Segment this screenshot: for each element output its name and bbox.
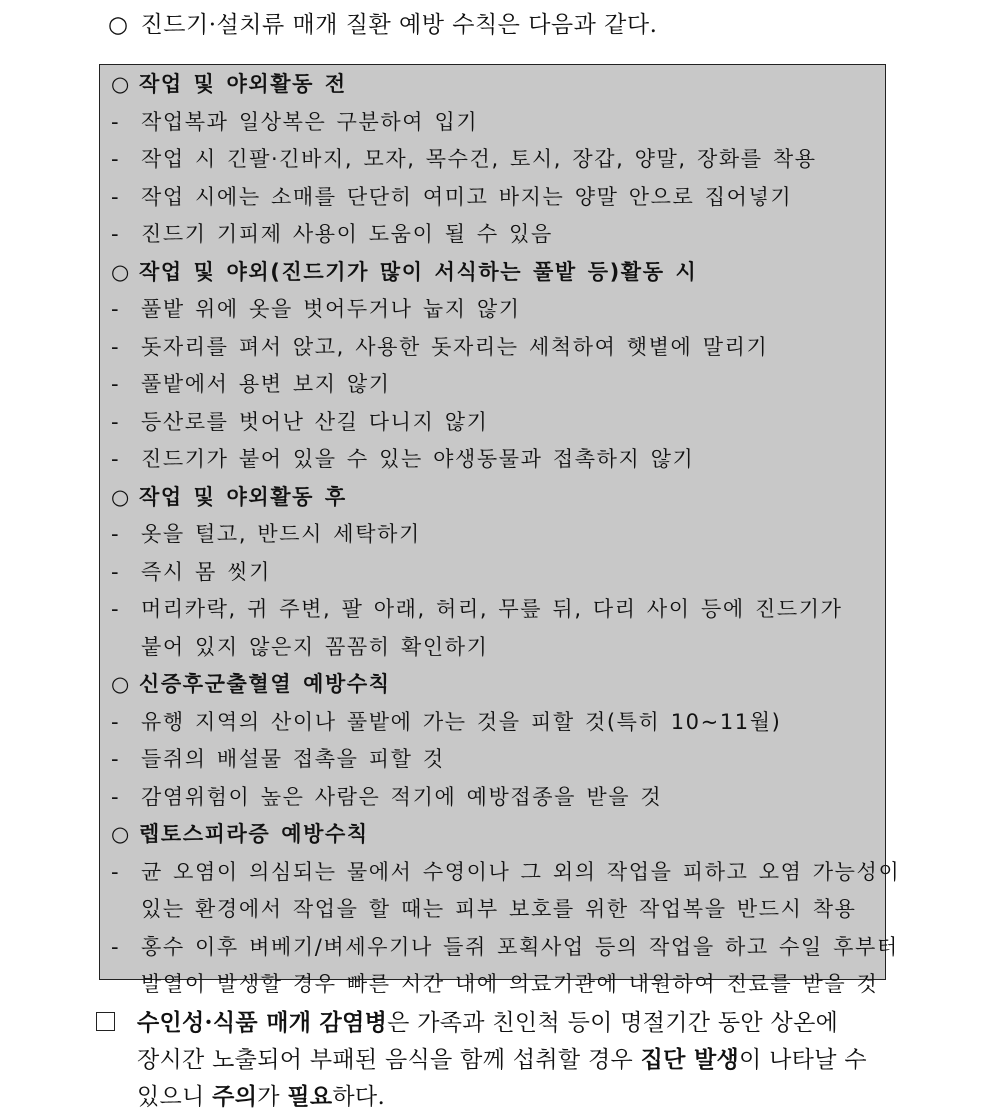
section-header: [111, 71, 347, 97]
notice-text-3b: 가: [257, 1084, 288, 1110]
line-text: 있는 환경에서 작업을 할 때는 피부 보호를 위한 작업복을 반드시 착용: [141, 897, 857, 921]
list-item: [111, 859, 900, 885]
line-text: 작업 및 야외활동 전: [139, 72, 347, 96]
line-text: 풀밭 위에 옷을 벗어두거나 눕지 않기: [141, 297, 521, 321]
notice-line-1: [96, 1004, 867, 1041]
dash-marker: -: [111, 184, 121, 209]
circle-marker: ○: [111, 72, 131, 96]
list-item-continuation: [141, 896, 857, 922]
dash-marker: -: [111, 709, 121, 734]
line-text: 들쥐의 배설물 접촉을 피할 것: [141, 747, 445, 771]
line-text: 붙어 있지 않은지 꼼꼼히 확인하기: [141, 634, 489, 659]
line-text: 풀밭에서 용변 보지 않기: [141, 372, 391, 396]
list-item: [111, 146, 817, 172]
notice-bold-disease: 수인성·식품 매개 감염병: [137, 1009, 388, 1036]
dash-marker: -: [111, 859, 121, 884]
notice-text-3a: 있으니: [137, 1084, 213, 1110]
notice-line-3: [96, 1078, 867, 1115]
line-text: 유행 지역의 산이나 풀밭에 가는 것을 피할 것(특히 10~11월): [141, 709, 782, 734]
dash-marker: -: [111, 409, 121, 434]
line-text: 작업복과 일상복은 구분하여 입기: [141, 109, 479, 134]
dash-marker: -: [111, 522, 121, 546]
line-text: 균 오염이 의심되는 물에서 수영이나 그 외의 작업을 피하고 오염 가능성이: [141, 859, 901, 884]
list-item: [111, 221, 553, 247]
list-item: [111, 596, 843, 622]
notice-bold-outbreak: 집단 발생: [640, 1046, 740, 1073]
list-item: [111, 559, 271, 585]
dash-marker: -: [111, 597, 121, 621]
dash-marker: -: [111, 784, 121, 809]
list-item: [111, 334, 768, 360]
list-item: [111, 184, 792, 210]
line-text: 감염위험이 높은 사람은 적기에 예방접종을 받을 것: [141, 784, 663, 809]
dash-marker: -: [111, 109, 121, 134]
food-borne-notice: [96, 1004, 867, 1115]
line-text: 발열이 발생할 경우 빠른 시간 내에 의료기관에 내원하여 진료를 받을 것: [141, 972, 879, 996]
line-text: 렙토스피라증 예방수칙: [139, 822, 369, 846]
prevention-rules-box: [99, 64, 901, 996]
dash-marker: -: [111, 372, 121, 396]
checkbox-marker-icon: [96, 1012, 115, 1031]
notice-bold-needed: 필요: [287, 1083, 333, 1110]
notice-text-2a: 장시간 노출되어 부패된 음식을 함께 섭취할 경우: [137, 1047, 641, 1073]
notice-bold-caution: 주의: [212, 1083, 258, 1110]
notice-text-1: 은 가족과 친인척 등이 명절기간 동안 상온에: [387, 1010, 839, 1036]
section-header: [111, 259, 697, 285]
line-text: 작업 및 야외활동 후: [139, 484, 347, 509]
section-header: [111, 671, 391, 697]
list-item: [111, 409, 489, 435]
circle-marker: ○: [111, 484, 131, 509]
list-item: [111, 371, 391, 397]
intro-text: 진드기·설치류 매개 질환 예방 수칙은 다음과 같다.: [140, 12, 658, 38]
list-item: [111, 709, 781, 735]
dash-marker: -: [111, 222, 121, 246]
line-text: 등산로를 벗어난 산길 다니지 않기: [141, 409, 489, 434]
dash-marker: -: [111, 747, 121, 771]
section-header: [111, 821, 369, 847]
intro-line: [108, 6, 657, 39]
circle-marker: ○: [108, 12, 129, 38]
list-item: [111, 521, 421, 547]
list-item: [111, 296, 521, 322]
list-item: [111, 446, 694, 472]
line-text: 진드기 기피제 사용이 도움이 될 수 있음: [141, 222, 553, 246]
dash-marker: -: [111, 934, 121, 959]
circle-marker: ○: [111, 259, 131, 284]
list-item: [111, 784, 662, 810]
notice-line-2: [96, 1041, 867, 1078]
dash-marker: -: [111, 147, 121, 171]
dash-marker: -: [111, 334, 121, 359]
line-text: 작업 시에는 소매를 단단히 여미고 바지는 양말 안으로 집어넣기: [141, 184, 793, 209]
notice-text-2b: 이 나타날 수: [739, 1047, 867, 1073]
line-text: 홍수 이후 벼베기/벼세우기나 들쥐 포획사업 등의 작업을 하고 수일 후부터: [141, 934, 899, 959]
line-text: 진드기가 붙어 있을 수 있는 야생동물과 접촉하지 않기: [141, 447, 695, 471]
list-item-continuation: [141, 634, 489, 660]
circle-marker: ○: [111, 672, 131, 696]
notice-text-3c: 하다.: [332, 1084, 386, 1110]
line-text: 머리카락, 귀 주변, 팔 아래, 허리, 무릎 뒤, 다리 사이 등에 진드기가: [141, 597, 843, 621]
line-text: 작업 시 긴팔·긴바지, 모자, 목수건, 토시, 장갑, 양말, 장화를 착용: [141, 147, 817, 171]
dash-marker: -: [111, 447, 121, 471]
line-text: 작업 및 야외(진드기가 많이 서식하는 풀밭 등)활동 시: [139, 259, 698, 284]
line-text: 신증후군출혈열 예방수칙: [139, 672, 391, 696]
line-text: 옷을 털고, 반드시 세탁하기: [141, 522, 421, 546]
list-item: [111, 934, 899, 960]
list-item: [111, 746, 445, 772]
list-item-continuation: [141, 971, 878, 997]
list-item: [111, 109, 478, 135]
dash-marker: -: [111, 559, 121, 584]
line-text: 돗자리를 펴서 앉고, 사용한 돗자리는 세척하여 햇볕에 말리기: [141, 334, 769, 359]
line-text: 즉시 몸 씻기: [141, 559, 271, 584]
section-header: [111, 484, 347, 510]
circle-marker: ○: [111, 822, 131, 846]
dash-marker: -: [111, 297, 121, 321]
